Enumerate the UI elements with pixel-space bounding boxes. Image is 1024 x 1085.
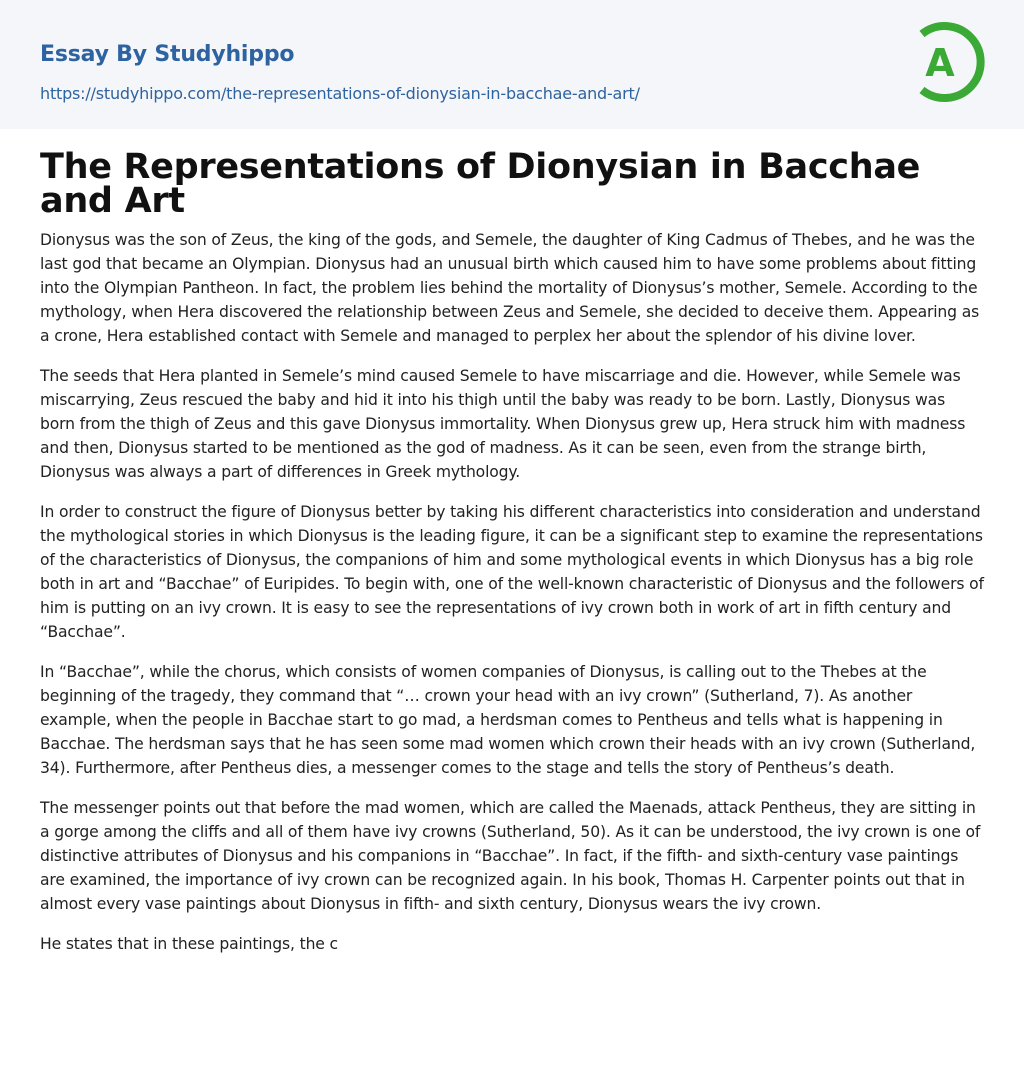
logo-letter: A bbox=[925, 41, 955, 85]
site-header bbox=[0, 0, 1024, 129]
site-brand[interactable]: Essay By Studyhippo bbox=[40, 42, 295, 67]
essay-paragraph-truncated: He states that in these paintings, the c bbox=[40, 935, 338, 953]
essay-paragraph: In “Bacchae”, while the chorus, which consists of women companies of Dionysus, is calling out to the Thebes at the beginning of the tragedy, they command that “… crown your head with an ivy crown” (Sutherland, 7). As another example, when the people in Bacchae start to go mad, a herdsman comes to Pentheus and tells what is happening in Bacchae. The herdsman says that he has seen some mad women which crown their heads with an ivy crown (Sutherland, 34). Furthermore, after Pentheus dies, a messenger comes to the stage and tells the story of Pentheus’s death. bbox=[40, 663, 976, 777]
essay-url-link[interactable]: https://studyhippo.com/the-representations-of-dionysian-in-bacchae-and-art/ bbox=[40, 84, 640, 103]
essay-paragraph: In order to construct the figure of Dionysus better by taking his different characteristics into consideration and understand the mythological stories in which Dionysus is the leading figure, it can be a significant step to examine the representations of the characteristics of Dionysus, the companions of him and some mythological events in which Dionysus has a big role both in art and “Bacchae” of Euripides. To begin with, one of the well-known characteristic of Dionysus and the followers of him is putting on an ivy crown. It is easy to see the representations of ivy crown both in work of art in fifth century and “Bacchae”. bbox=[40, 503, 984, 641]
essay-paragraph: The seeds that Hera planted in Semele’s mind caused Semele to have miscarriage and die. However, while Semele was miscarrying, Zeus rescued the baby and hid it into his thigh until the baby was ready to be born. Lastly, Dionysus was born from the thigh of Zeus and this gave Dionysus immortality. When Dionysus grew up, Hera struck him with madness and then, Dionysus started to be mentioned as the god of madness. As it can be seen, even from the strange birth, Dionysus was always a part of differences in Greek mythology. bbox=[40, 367, 966, 481]
essay-paragraph: Dionysus was the son of Zeus, the king of the gods, and Semele, the daughter of King Cadmus of Thebes, and he was the last god that became an Olympian. Dionysus had an unusual birth which caused him to have some problems about fitting into the Olympian Pantheon. In fact, the problem lies behind the mortality of Dionysus’s mother, Semele. According to the mythology, when Hera discovered the relationship between Zeus and Semele, she decided to deceive them. Appearing as a crone, Hera established contact with Semele and managed to perplex her about the splendor of his divine lover. bbox=[40, 231, 980, 345]
studyhippo-logo-icon[interactable] bbox=[908, 18, 988, 106]
essay-title: The Representations of Dionysian in Bacchae and Art bbox=[40, 147, 921, 221]
essay-article bbox=[40, 147, 984, 972]
essay-paragraph: The messenger points out that before the mad women, which are called the Maenads, attack Pentheus, they are sitting in a gorge among the cliffs and all of them have ivy crowns (Sutherland, 50). As it can be understood, the ivy crown is one of distinctive attributes of Dionysus and his companions in “Bacchae”. In fact, if the fifth- and sixth-century vase paintings are examined, the importance of ivy crown can be recognized again. In his book, Thomas H. Carpenter points out that in almost every vase paintings about Dionysus in fifth- and sixth century, Dionysus wears the ivy crown. bbox=[40, 799, 981, 913]
essay-body bbox=[40, 228, 984, 956]
